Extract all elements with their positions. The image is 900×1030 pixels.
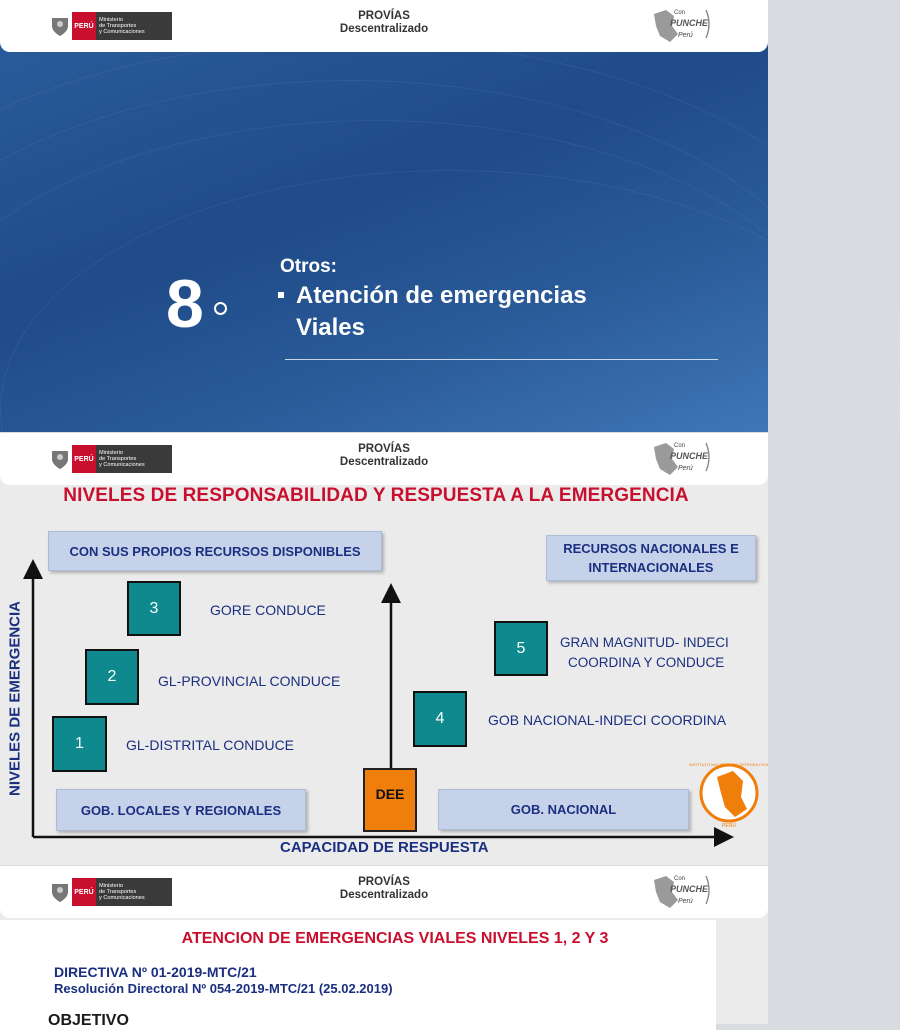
section-topic bbox=[296, 280, 587, 344]
ministry-line: de Transportes bbox=[99, 888, 137, 895]
dee-box: DEE bbox=[363, 768, 417, 832]
brand-peru: Perú bbox=[678, 32, 693, 39]
slide-title: NIVELES DE RESPONSABILIDAD Y RESPUESTA A LA EMERGENCIA bbox=[63, 485, 689, 506]
level-4-text: GOB NACIONAL-INDECI COORDINA bbox=[488, 712, 727, 728]
resolution-text: Resolución Directoral Nº 054-2019-MTC/21 (25.02.2019) bbox=[54, 981, 393, 996]
peru-label: PERÚ bbox=[72, 12, 96, 40]
brand-con: Con bbox=[674, 876, 686, 882]
ministry-line: Ministerio bbox=[99, 449, 123, 456]
y-axis-label: NIVELES DE EMERGENCIA bbox=[6, 600, 24, 797]
brand-peru: Perú bbox=[678, 465, 693, 472]
local-gov-box: GOB. LOCALES Y REGIONALES bbox=[56, 789, 306, 831]
con-punche-peru-logo bbox=[648, 870, 714, 912]
provias-line: Descentralizado bbox=[339, 889, 429, 901]
national-gov-box: GOB. NACIONAL bbox=[438, 789, 689, 830]
slide-directive bbox=[0, 866, 768, 1029]
ministry-line: y Comunicaciones bbox=[99, 895, 145, 902]
ministry-line: Ministerio bbox=[99, 16, 123, 23]
level-1-text: GL-DISTRITAL CONDUCE bbox=[126, 737, 295, 753]
brand-con: Con bbox=[674, 10, 686, 16]
indeci-country: PERÚ bbox=[722, 823, 736, 829]
provias-line: Descentralizado bbox=[339, 23, 429, 35]
ministry-line: de Transportes bbox=[99, 455, 137, 462]
level-5-line: COORDINA Y CONDUCE bbox=[568, 655, 725, 670]
provias-line: PROVÍAS bbox=[358, 443, 410, 455]
brand-punche: PUNCHE bbox=[670, 884, 709, 894]
level-2-text: GL-PROVINCIAL CONDUCE bbox=[158, 673, 341, 689]
topic-line: Atención de emergencias bbox=[296, 282, 587, 309]
level-3-square: 3 bbox=[127, 581, 181, 636]
brand-punche: PUNCHE bbox=[670, 18, 709, 28]
peru-label: PERÚ bbox=[72, 878, 96, 906]
topic-line: Viales bbox=[296, 314, 365, 341]
slide-header bbox=[0, 0, 768, 52]
level-2-square: 2 bbox=[85, 649, 139, 705]
peru-label: PERÚ bbox=[72, 445, 96, 473]
ministry-line: y Comunicaciones bbox=[99, 462, 145, 469]
own-resources-box: CON SUS PROPIOS RECURSOS DISPONIBLES bbox=[48, 531, 382, 571]
provias-line: PROVÍAS bbox=[358, 876, 410, 888]
slide-response-levels bbox=[0, 433, 768, 865]
level-1-square: 1 bbox=[52, 716, 107, 772]
indeci-name: INSTITUTO NACIONAL DE DEFENSA CIVIL bbox=[688, 762, 770, 767]
slide-title: ATENCION DE EMERGENCIAS VIALES NIVELES 1, 2 Y 3 bbox=[181, 930, 609, 947]
directive-number: DIRECTIVA Nº 01-2019-MTC/21 bbox=[54, 964, 257, 980]
ministry-line: de Transportes bbox=[99, 22, 137, 29]
level-3-text: GORE CONDUCE bbox=[210, 602, 326, 618]
ministry-line: y Comunicaciones bbox=[99, 29, 145, 36]
bullet-square-icon bbox=[278, 292, 284, 298]
x-axis-label: CAPACIDAD DE RESPUESTA bbox=[280, 839, 489, 856]
level-4-square: 4 bbox=[413, 691, 467, 747]
ministry-line: Ministerio bbox=[99, 882, 123, 889]
slide-section-title bbox=[0, 0, 768, 432]
provias-line: Descentralizado bbox=[339, 456, 429, 468]
brand-peru: Perú bbox=[678, 898, 693, 905]
ordinal-degree-icon bbox=[214, 302, 227, 315]
provias-line: PROVÍAS bbox=[358, 10, 410, 22]
section-number: 8 bbox=[166, 266, 204, 342]
section-label: Otros: bbox=[280, 256, 337, 277]
brand-punche: PUNCHE bbox=[670, 451, 709, 461]
level-5-square: 5 bbox=[494, 621, 548, 676]
con-punche-peru-logo bbox=[648, 4, 714, 46]
slide-header bbox=[0, 866, 768, 918]
level-5-line: GRAN MAGNITUD- INDECI bbox=[560, 635, 729, 650]
objective-heading: OBJETIVO bbox=[48, 1012, 129, 1029]
brand-con: Con bbox=[674, 443, 686, 449]
level-5-text bbox=[560, 633, 729, 673]
divider bbox=[285, 359, 718, 360]
national-resources-box: RECURSOS NACIONALES E INTERNACIONALES bbox=[546, 535, 756, 581]
indeci-logo bbox=[688, 753, 770, 833]
